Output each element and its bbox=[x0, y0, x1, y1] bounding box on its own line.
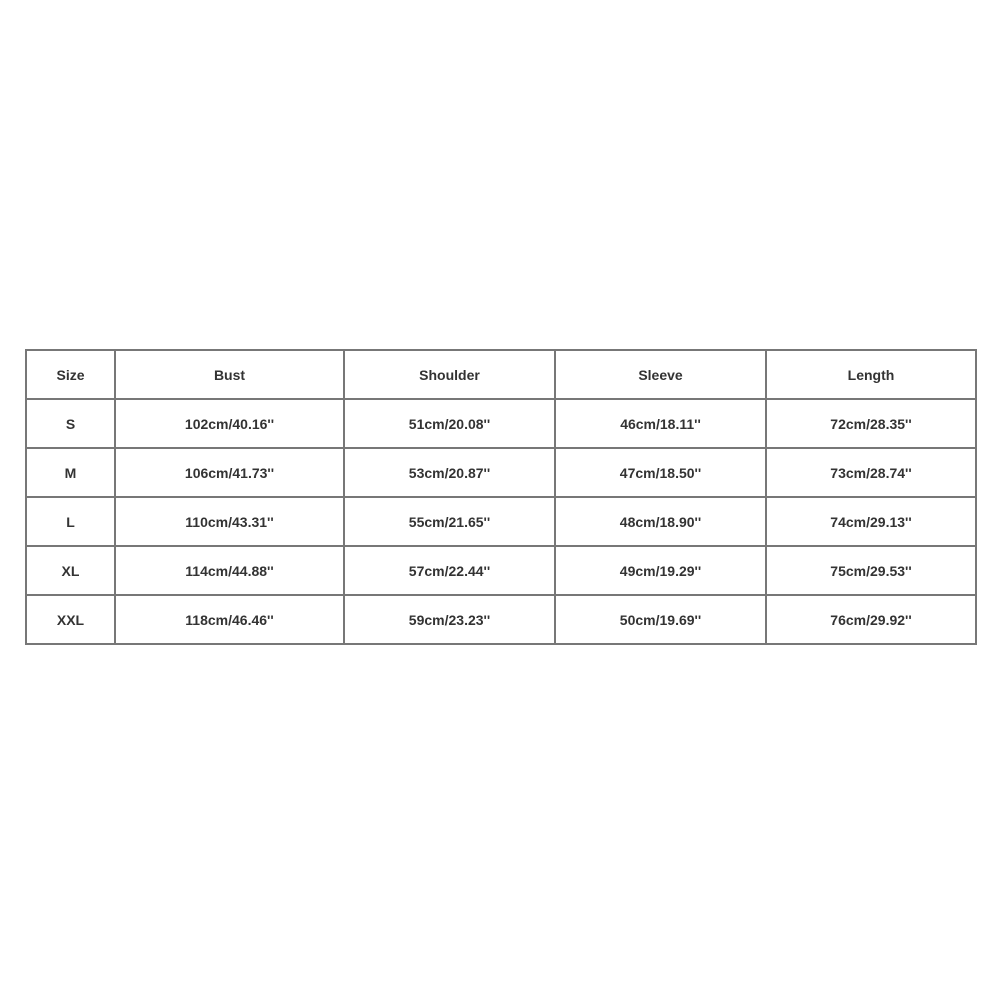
header-row bbox=[26, 350, 976, 399]
header-bust: Bust bbox=[115, 350, 344, 399]
cell-length: 76cm/29.92'' bbox=[766, 595, 976, 644]
table-row bbox=[26, 497, 976, 546]
cell-bust: 118cm/46.46'' bbox=[115, 595, 344, 644]
cell-bust: 106cm/41.73'' bbox=[115, 448, 344, 497]
cell-shoulder: 55cm/21.65'' bbox=[344, 497, 555, 546]
cell-sleeve: 46cm/18.11'' bbox=[555, 399, 766, 448]
header-size: Size bbox=[26, 350, 115, 399]
cell-shoulder: 51cm/20.08'' bbox=[344, 399, 555, 448]
cell-size: XXL bbox=[26, 595, 115, 644]
cell-sleeve: 47cm/18.50'' bbox=[555, 448, 766, 497]
table-row bbox=[26, 399, 976, 448]
cell-length: 74cm/29.13'' bbox=[766, 497, 976, 546]
cell-size: S bbox=[26, 399, 115, 448]
header-sleeve: Sleeve bbox=[555, 350, 766, 399]
cell-sleeve: 50cm/19.69'' bbox=[555, 595, 766, 644]
cell-length: 72cm/28.35'' bbox=[766, 399, 976, 448]
cell-shoulder: 59cm/23.23'' bbox=[344, 595, 555, 644]
cell-shoulder: 53cm/20.87'' bbox=[344, 448, 555, 497]
cell-bust: 114cm/44.88'' bbox=[115, 546, 344, 595]
header-length: Length bbox=[766, 350, 976, 399]
cell-shoulder: 57cm/22.44'' bbox=[344, 546, 555, 595]
table-row bbox=[26, 595, 976, 644]
cell-length: 75cm/29.53'' bbox=[766, 546, 976, 595]
size-chart-table bbox=[25, 349, 977, 645]
cell-sleeve: 48cm/18.90'' bbox=[555, 497, 766, 546]
cell-size: L bbox=[26, 497, 115, 546]
cell-sleeve: 49cm/19.29'' bbox=[555, 546, 766, 595]
cell-size: M bbox=[26, 448, 115, 497]
header-shoulder: Shoulder bbox=[344, 350, 555, 399]
table-row bbox=[26, 546, 976, 595]
table-row bbox=[26, 448, 976, 497]
table-body bbox=[26, 399, 976, 644]
cell-length: 73cm/28.74'' bbox=[766, 448, 976, 497]
cell-bust: 102cm/40.16'' bbox=[115, 399, 344, 448]
table-header bbox=[26, 350, 976, 399]
cell-bust: 110cm/43.31'' bbox=[115, 497, 344, 546]
cell-size: XL bbox=[26, 546, 115, 595]
